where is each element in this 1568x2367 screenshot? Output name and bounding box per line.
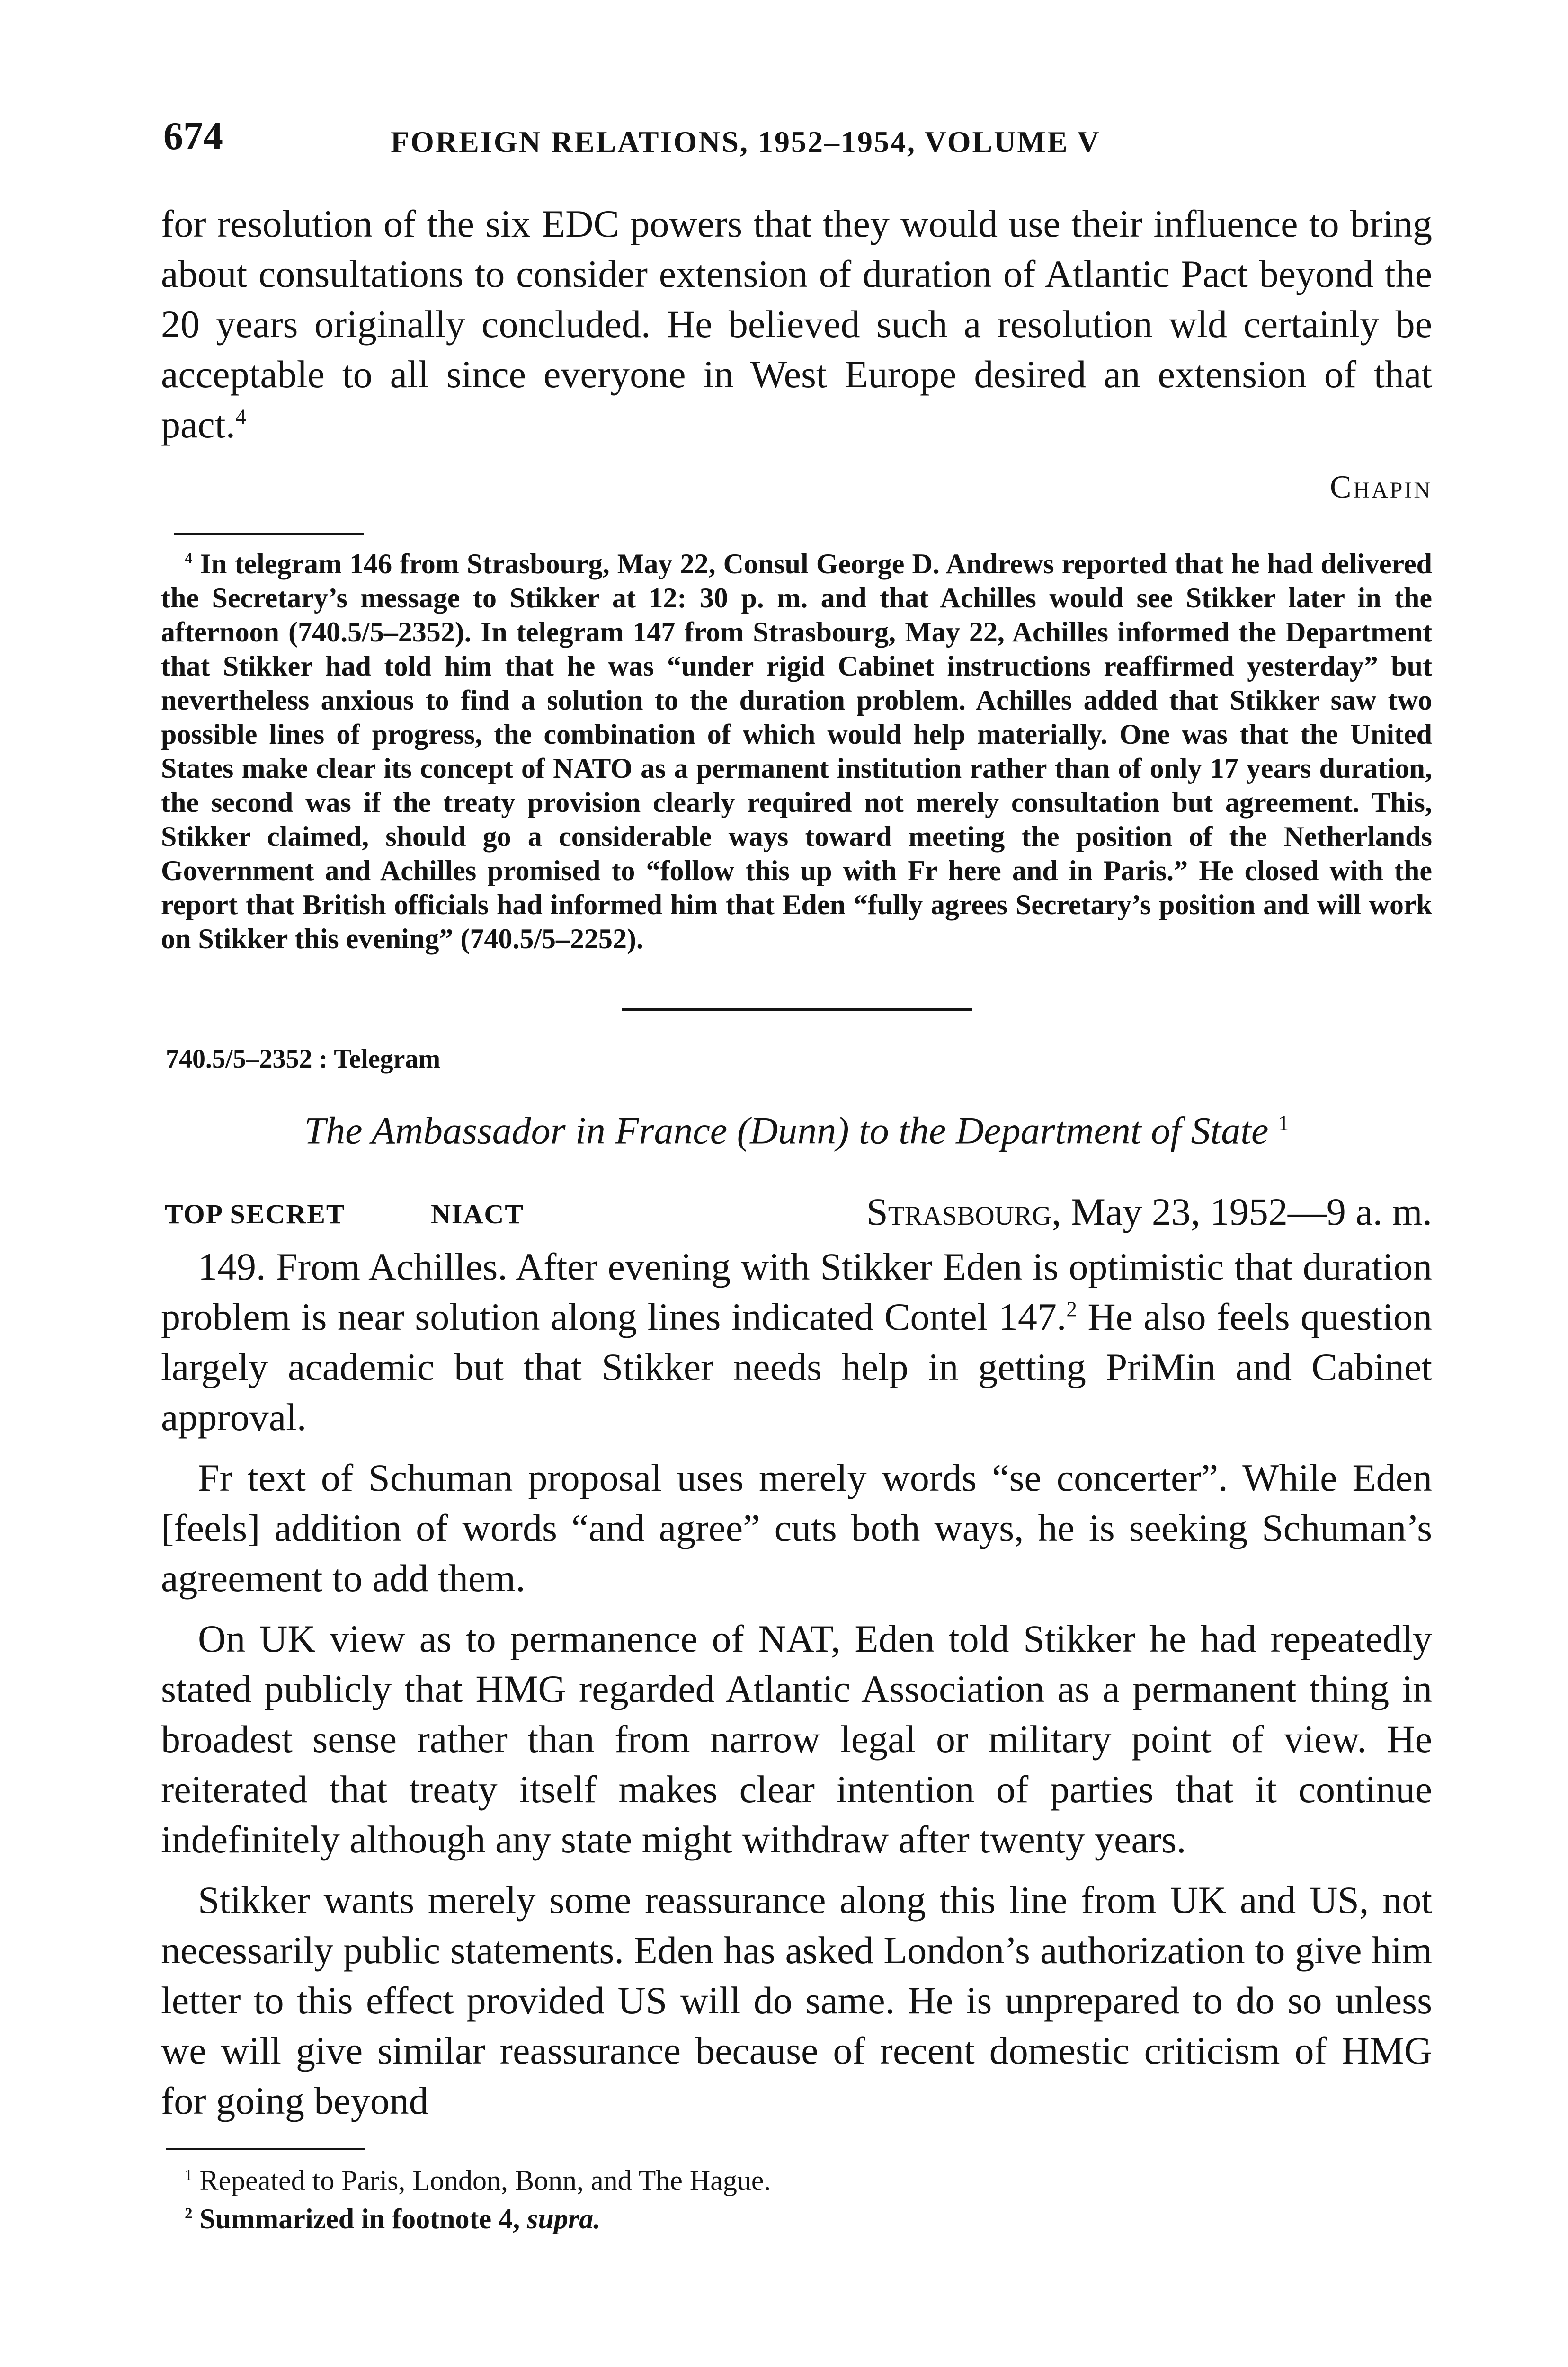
paragraph-3: On UK view as to permanence of NAT, Eden told Stikker he had repeatedly stated publicly that HMG regarded Atlantic Association as a permanent thing in broadest sense rather than from narrow legal or military point of view. He reiterated that treaty itself makes clear intention of parties that it continue indefinitely although any state might withdraw after twenty years. (161, 1617, 1432, 1861)
document-title (161, 1097, 1432, 1157)
paragraph-1-text-b: He also feels question largely academic but that Stikker needs help in getting PriMin and Cabinet approval. (161, 1295, 1432, 1439)
paragraph-2: Fr text of Schuman proposal uses merely words “se concerter”. While Eden [feels] addition of words “and agree” cuts both ways, he is seeking Schuman’s agreement to add them. (161, 1456, 1432, 1600)
footnote-4-text: In telegram 146 from Strasbourg, May 22, Consul George D. Andrews reported that he had delivered the Secretary’s message to Stikker at 12: 30 p. m. and that Achilles would see Stikker later in the afternoon (740.5/5–2352). In telegram 147 from Strasbourg, May 22, Achilles informed the Department that Stikker had told him that he was “under rigid Cabinet instructions reaffirmed yesterday” but nevertheless anxious to find a solution to the duration problem. Achilles added that Stikker saw two possible lines of progress, the combination of which would help materially. One was that the United States make clear its concept of NATO as a permanent institution rather than of only 17 years duration, the second was if the treaty provision clearly required not merely consultation but agreement. This, Stikker claimed, should go a considerable ways toward meeting the position of the Netherlands Government and Achilles promised to “follow this up with Fr here and in Paris.” He closed with the report that British officials had informed him that Eden “fully agrees Secretary’s position and will work on Stikker this evening” (740.5/5–2252). (161, 548, 1433, 954)
paragraph-4: Stikker wants merely some reassurance along this line from UK and US, not necessarily public statements. Eden has asked London’s authorization to give him letter to this effect provided US will do same. He is unprepared to do so unless we will give similar reassurance because of recent domestic criticism of HMG for going beyond (161, 1878, 1432, 2123)
footnote-2-italic: supra. (527, 2203, 601, 2235)
classification: TOP SECRET (165, 1199, 346, 1230)
dateline (161, 1190, 1432, 1242)
footnote-2-text: Summarized in footnote 4, (199, 2203, 527, 2235)
section-divider (622, 1008, 972, 1011)
signature-name: Chapin (1329, 469, 1432, 505)
page-header (163, 113, 1442, 165)
footnote-ref-4: 4 (235, 405, 246, 429)
bottom-footnotes (161, 2159, 1432, 2235)
footnote-4 (161, 547, 1432, 956)
footnote-ref-2: 2 (1066, 1298, 1077, 1321)
paragraph-1 (161, 1242, 1432, 1442)
file-reference: 740.5/5–2352 : Telegram (166, 1044, 441, 1074)
place-date (866, 1190, 1432, 1234)
running-head: FOREIGN RELATIONS, 1952–1954, VOLUME V (391, 125, 1101, 159)
bottom-footnote-divider (166, 2148, 365, 2150)
title-footnote-ref: 1 (1278, 1111, 1289, 1135)
footnote-1-text: Repeated to Paris, London, Bonn, and The Hague. (199, 2165, 771, 2197)
footnote-1-marker: 1 (185, 2167, 193, 2184)
footnote-divider (174, 533, 364, 535)
footnote-2 (185, 2197, 1432, 2235)
footnote-2-marker: 2 (185, 2205, 193, 2223)
continuation-text: for resolution of the six EDC powers that they would use their influence to bring about consultations to consider extension of duration of Atlantic Pact beyond the 20 years originally concluded. He believed such a resolution wld certainly be acceptable to all since everyone in West Europe desired an extension of that pact. (161, 202, 1432, 446)
page-number: 674 (163, 114, 223, 158)
place: Strasbourg (866, 1190, 1052, 1234)
signature (161, 463, 1432, 510)
page-content (161, 199, 1432, 2235)
paragraph-1-text-a: 149. From Achilles. After evening with Stikker Eden is optimistic that duration problem is near solution along lines indicated Contel 147. (161, 1245, 1432, 1339)
precedence: NIACT (431, 1199, 524, 1230)
date: , May 23, 1952—9 a. m. (1051, 1190, 1432, 1234)
footnote-4-marker: 4 (185, 550, 193, 567)
document-title-text: The Ambassador in France (Dunn) to the Department of State (304, 1109, 1269, 1152)
footnote-1 (185, 2159, 1432, 2197)
continuation-paragraph (161, 199, 1432, 450)
